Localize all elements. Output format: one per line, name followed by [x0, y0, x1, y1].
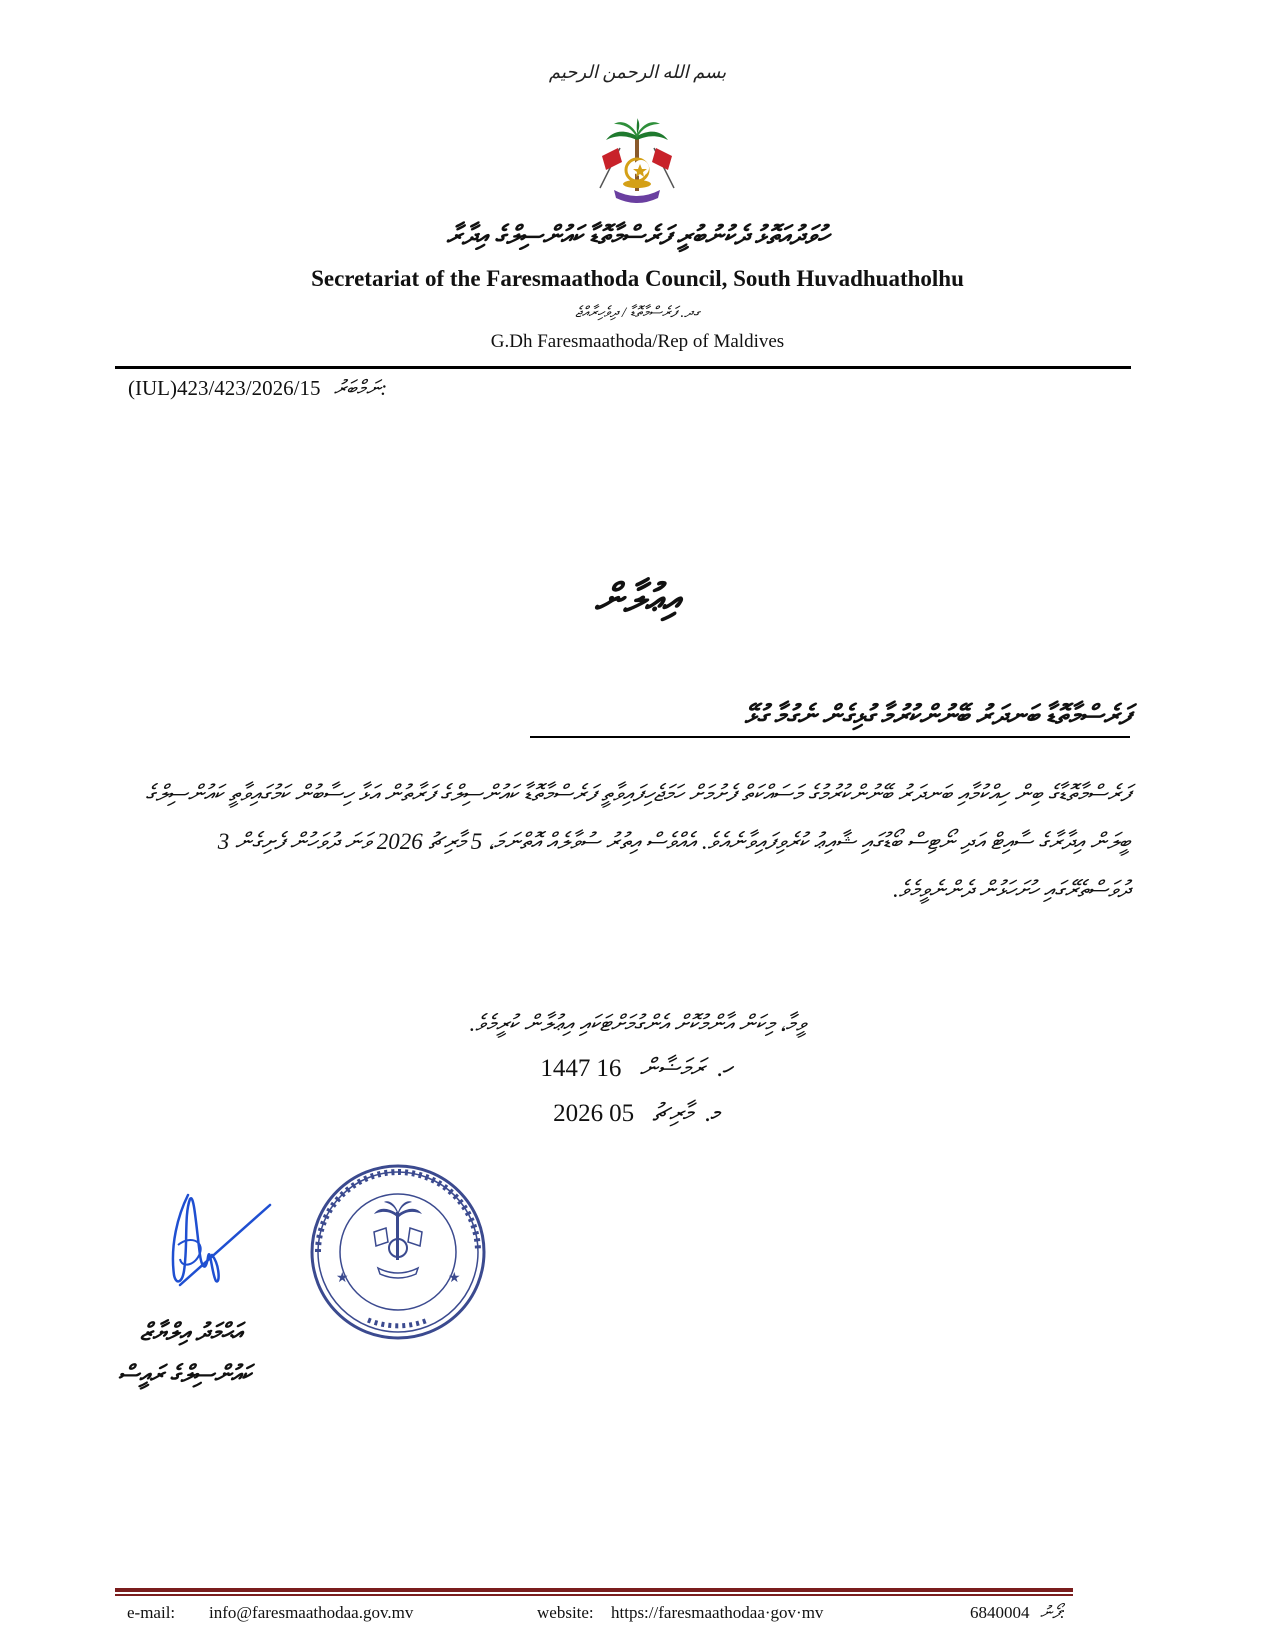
email-label: e-mail: — [127, 1603, 176, 1622]
footer-divider — [115, 1588, 1073, 1592]
signatory-title: ކައުންސިލްގެ ރައީސް — [118, 1362, 251, 1388]
bismillah-calligraphy: بسم الله الرحمن الرحيم — [548, 62, 727, 82]
svg-text:★: ★ — [336, 1270, 349, 1286]
gregorian-day: 05 — [609, 1100, 635, 1127]
council-name-english: Secretariat of the Faresmaathoda Council, South Huvadhuatholhu — [311, 266, 964, 291]
phone-number: 6840004 — [970, 1603, 1030, 1622]
address-english: G.Dh Faresmaathoda/Rep of Maldives — [490, 331, 785, 352]
reference-number-row — [128, 376, 387, 401]
website-label: website: — [537, 1603, 594, 1622]
footer-divider-thin — [115, 1594, 1073, 1596]
footer-contact — [127, 1603, 1073, 1627]
document-title: އިޢުލާން — [594, 576, 681, 621]
phone-label: ފޯނު: — [1040, 1603, 1066, 1622]
gregorian-month: މާރިޗު — [652, 1100, 693, 1127]
header-divider — [115, 366, 1131, 369]
document-subject: ފަރެސްމާތޮޑާ ބަނދަރު ބޭނުންކުރުމާ ގުޅިގެން ނެގުމާ ގުޅޭ — [530, 700, 1130, 738]
gregorian-date — [0, 1100, 1275, 1128]
hijri-month: ރަމަޟާން — [639, 1055, 705, 1082]
hijri-day: 16 — [596, 1055, 622, 1082]
handwritten-signature — [160, 1185, 280, 1310]
gregorian-year: 2026މ. — [553, 1100, 722, 1127]
signatory-name: އަޙްމަދު އިލްޔާޒް — [140, 1320, 242, 1346]
reference-label: ނަމްބަރު: — [333, 376, 388, 400]
hijri-date — [0, 1055, 1275, 1083]
svg-text:★: ★ — [448, 1270, 461, 1286]
address-dhivehi: ގދ. ފަރެސްމާތޮޑާ / ދިވެހިރާއްޖެ — [575, 305, 700, 321]
state-emblem-icon — [592, 118, 682, 210]
email-link[interactable]: info@faresmaathodaa.gov.mv — [209, 1603, 414, 1622]
body-paragraph-2: ވީމާ، މިކަން އާންމުކޮށް އެންގުމަށްޓަކައި އިޢުލާން ކުރީމެވެ. — [469, 1011, 806, 1036]
body-paragraph-1: ފަރެސްމާތޮޑާގެ ބިން ހިއްކުމާއި ބަނދަރު ބޭނުންކުރުމުގެ މަސައްކަތް ފެށުމަށް ހަމަޖެހިފައިވާތީ ފަރެސްމާތޮޑާ ކައުންސިލްގެ ފަރާތުން އަޅާ ހިސާބުން ކަމުގައިވާތީ ކައުންސިލްގެ ބީލަން އިދާރާގެ ސާއިޓް އަދި ނޯޓިސް ބޯޑުގައި ޝާއިޢު ކުރެވިފައިވާނެއެވެ. އެއްވެސް އިތުރު ސުވާލެއް އޮތްނަމަ، 5 މާރިޗު 2026 ވަނަ ދުވަހުން ފެށިގެން 3 ދުވަސްތެރޭގައި ހުށަހަޅުން ދެންނެވީމެވެ. — [145, 781, 1130, 902]
council-name-dhivehi: ހުވަދުއަތޮޅު ދެކުނުބުރީ ފަރެސްމާތޮޑާ ކައުންސިލްގެ އިދާރާ — [446, 221, 829, 250]
website-link[interactable]: https://faresmaathodaa·gov·mv — [611, 1603, 824, 1622]
hijri-year: 1447ހ. — [540, 1055, 735, 1082]
reference-number: (IUL)423/423/2026/15 — [128, 376, 321, 400]
official-seal-stamp — [308, 1162, 488, 1342]
